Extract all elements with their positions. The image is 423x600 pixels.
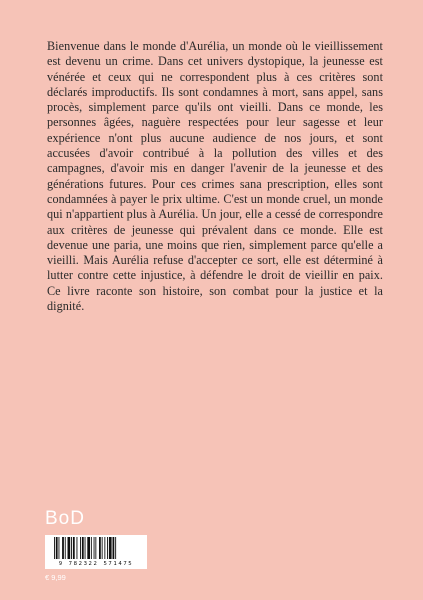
blurb-text-block — [47, 39, 383, 314]
isbn-barcode — [45, 535, 147, 569]
price-label: € 9,99 — [45, 573, 66, 582]
barcode-digits: 9 782322 571475 — [45, 560, 147, 568]
barcode-bars — [45, 535, 147, 561]
blurb-paragraph: Bienvenue dans le monde d'Aurélia, un monde où le vieillissement est devenu un crime. Dans cet univers dystopique, la jeunesse est vénérée et ceux qui ne correspondent plus à ces critères sont déclarés improductifs. Ils sont condamnes à mort, sans appel, sans procès, simplement parce qu'ils ont vieilli. Dans ce monde, les personnes âgées, naguère respectées pour leur sagesse et leur expérience n'ont plus aucune audience de nos jours, et sont accusées d'avoir contribué à la pollution des villes et des campagnes, d'avoir mis en danger l'avenir de la jeunesse et des générations futures. Pour ces crimes sana prescription, elles sont condamnées à payer le prix ultime. C'est un monde cruel, un monde qui n'appartient plus à Aurélia. Un jour, elle a cessé de correspondre aux critères de jeunesse qui prévalent dans ce monde. Elle est devenue une paria, une moins que rien, simplement parce qu'elle a vieilli. Mais Aurélia refuse d'accepter ce sort, elle est déterminé à lutter contre cette injustice, à défendre le droit de vieillir en paix. Ce livre raconte son histoire, son combat pour la justice et la dignité. — [47, 39, 383, 314]
publisher-logo: BoD — [45, 508, 85, 529]
